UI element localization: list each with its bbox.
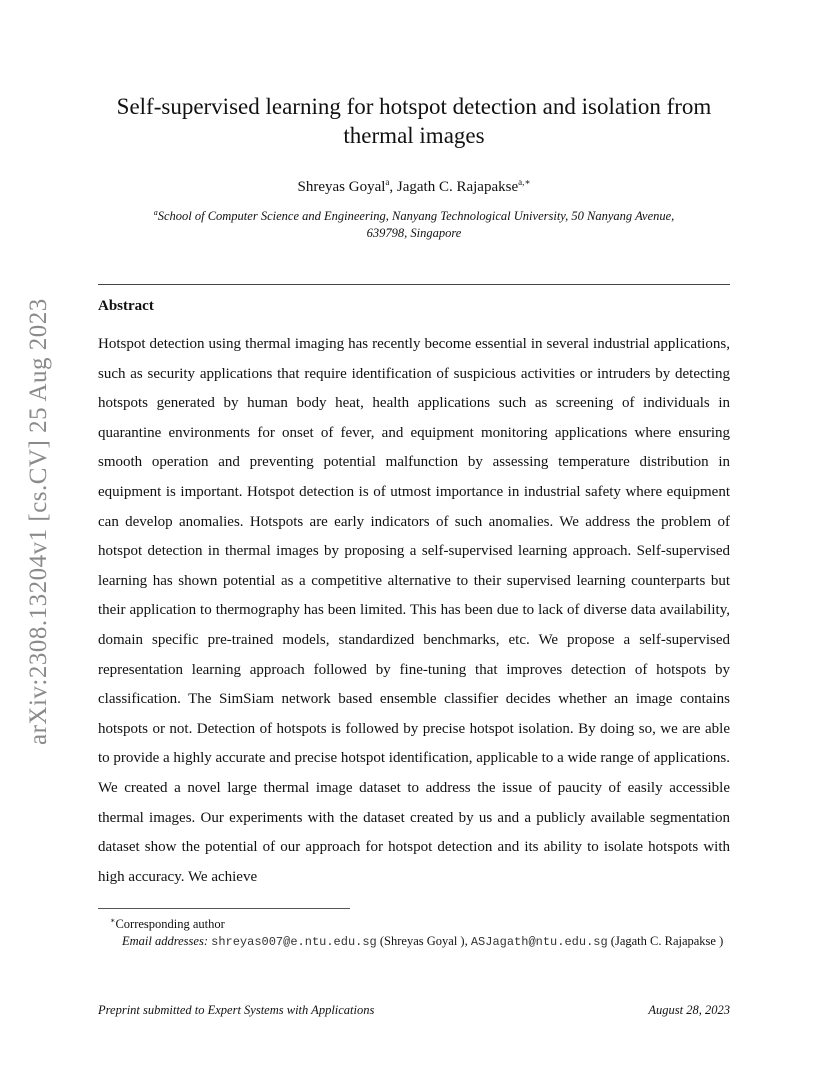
footnote-marker: ∗ (110, 916, 116, 925)
email-link[interactable]: shreyas007@e.ntu.edu.sg (211, 935, 377, 950)
preprint-date: August 28, 2023 (648, 1003, 730, 1017)
email-addresses-note (98, 933, 730, 951)
arxiv-identifier-stamp: arXiv:2308.13204v1 [cs.CV] 25 Aug 2023 (25, 298, 52, 746)
header-divider (98, 284, 730, 285)
affiliation-marker: a (153, 208, 158, 217)
email-owner: (Jagath C. Rajapakse ) (610, 934, 724, 949)
affiliation-marker: a,∗ (518, 177, 531, 187)
preprint-note: Preprint submitted to Expert Systems with Applications (98, 1003, 375, 1017)
abstract-heading: Abstract (98, 298, 154, 314)
abstract-body: Hotspot detection using thermal imaging has recently become essential in several industrial applications, such as security applications that require identification of suspicious activities or intruders by detecting hotspots generated by human body heat, health applications such as screening of individuals in quarantine environments for onset of fever, and equipment monitoring applications where ensuring smooth operation and preventing potential malfunction by assessing temperature distribution in equipment is important. Hotspot detection is of utmost importance in industrial safety where equipment can develop anomalies. Hotspots are early indicators of such anomalies. We address the problem of hotspot detection in thermal images by proposing a self-supervised learning approach. Self-supervised learning has shown potential as a competitive alternative to their supervised learning counterparts but their application to thermography has been limited. This has been due to lack of diverse data availability, domain specific pre-trained models, standardized benchmarks, etc. We propose a self-supervised representation learning approach followed by fine-tuning that improves detection of hotspots by classification. The SimSiam network based ensemble classifier decides whether an image contains hotspots or not. Detection of hotspots is followed by precise hotspot isolation. By doing so, we are able to provide a highly accurate and precise hotspot identification, applicable to a wide range of applications. We created a novel large thermal image dataset to address the issue of paucity of easily accessible thermal images. Our experiments with the dataset created by us and a publicly available segmentation dataset show the potential of our approach for hotspot detection and its ability to isolate hotspots with high accuracy. We achieve (98, 336, 730, 885)
author-name: Jagath C. Rajapakse (396, 179, 519, 195)
email-link[interactable]: ASJagath@ntu.edu.sg (470, 935, 608, 950)
corresponding-author-text: Corresponding author (115, 917, 225, 932)
paper-title: Self-supervised learning for hotspot detection and isolation from thermal images (116, 94, 712, 148)
affiliation-text: School of Computer Science and Engineering, Nanyang Technological University, 50 Nanyang Avenue, 639798, Singapore (157, 209, 675, 241)
email-label: Email addresses: (122, 934, 208, 949)
affiliation (140, 204, 688, 242)
email-owner: (Shreyas Goyal ), (379, 934, 468, 949)
author-line (98, 172, 730, 197)
footnotes (98, 912, 730, 951)
author-separator: , (389, 179, 397, 195)
affiliation-marker: a (385, 177, 390, 187)
footnote-divider (98, 908, 350, 909)
corresponding-author-note (98, 912, 730, 933)
author-name: Shreyas Goyal (297, 179, 386, 195)
